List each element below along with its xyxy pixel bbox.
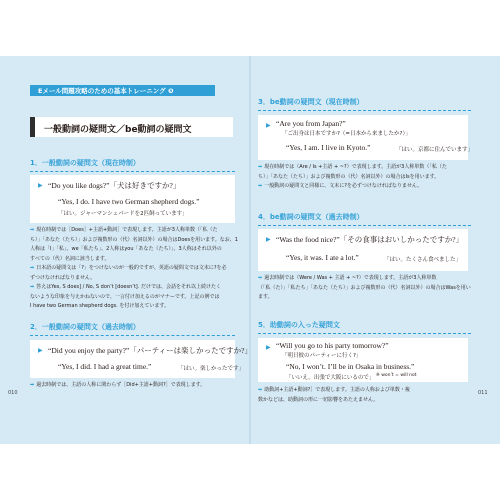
section-5-answer-ja: 「いいえ。出張で大阪にいるので」 xyxy=(286,375,375,381)
section-1-title: 1．一般動詞の疑問文（現在時制） xyxy=(30,159,140,167)
arrow-icon: ➡ xyxy=(30,265,35,271)
section-4-answer-ja: 「はい。たくさん食べました」 xyxy=(384,257,462,263)
section-5-rule xyxy=(258,333,471,334)
section-2-example-card xyxy=(30,340,252,378)
section-3-rule xyxy=(258,110,471,111)
section-5-answer-footnote: ※ won’t = will not xyxy=(376,373,417,378)
question-mark-icon: ▶ xyxy=(266,122,271,129)
arrow-icon: ➡ xyxy=(258,183,263,189)
page-number-right: 011 xyxy=(478,390,488,396)
note-line: ち）」「あなた（たち）」および複数形の（代）名詞以外）の場合はIsを用います。 xyxy=(258,173,440,180)
section-2-rule xyxy=(30,335,235,336)
section-4-notes xyxy=(258,274,474,303)
section-3-example-card xyxy=(258,115,474,160)
section-2-notes xyxy=(30,381,242,391)
section-5-question-ja: 「明日彼のパーティーに行く?」 xyxy=(282,353,362,359)
section-2-answer: “Yes, I did. I had a great time.” xyxy=(58,362,152,371)
section-5-notes xyxy=(258,386,474,405)
question-mark-icon: ▶ xyxy=(38,347,43,354)
note-line: ➡ 日本語の疑問文は「?」をつけないのが一般的ですが、英語の疑問文では文末に?を必 xyxy=(30,265,227,271)
question-mark-icon: ▶ xyxy=(266,236,271,243)
note-line: ➡ 現在時制では（Are / Is +主語 + ~?）で表現します。主語が3人称単数（「私（た xyxy=(258,164,447,170)
section-4-rule xyxy=(258,225,471,226)
section-1-example-card xyxy=(30,175,235,223)
note-line: ないような印象を与えかねないので、一言付け加えるのがマナーです。上記の例では xyxy=(30,293,220,300)
arrow-icon: ➡ xyxy=(258,164,263,170)
arrow-icon: ➡ xyxy=(30,227,35,233)
section-2-answer-ja: 「はい。楽しかったです」 xyxy=(178,366,245,372)
note-line: I have two German shepherd dogs. を付け加えています。 xyxy=(30,303,170,309)
section-3-answer-ja: 「はい。京都に住んでいます」 xyxy=(396,147,474,153)
question-mark-icon: ▶ xyxy=(266,344,271,351)
section-1-answer-ja: 「はい。ジャーマンシェパードを2匹飼っています」 xyxy=(58,211,188,217)
note-line: ます。 xyxy=(258,294,273,300)
section-5-title: 5．助動詞の入った疑問文 xyxy=(258,321,340,329)
section-4-answer: “Yes, it was. I ate a lot.” xyxy=(286,253,359,262)
note-line: ➡ 助動詞+主語+動詞?］で表現します。主語の人称および単数・複 xyxy=(258,387,410,393)
arrow-icon: ➡ xyxy=(258,275,263,281)
note-line: （「私（た）」「私たち」「あなた（たち）」および複数形の（代）名詞以外）の場合はWasを用い xyxy=(258,284,471,291)
section-1-rule xyxy=(30,171,235,172)
section-3-question-ja: 「ご出身は日本ですか?（=日本から来ましたか?）」 xyxy=(282,131,411,137)
section-4-title: 4．be動詞の疑問文（過去時制） xyxy=(258,213,364,221)
note-line: すべての（代）名詞に該当します。 xyxy=(30,255,110,262)
note-line: ➡ 過去時制では、主語の人称に関わらず［Did+主語+動詞?］で表現します。 xyxy=(30,382,206,388)
section-5-question: “Will you go to his party tomorrow?” xyxy=(276,341,389,350)
question-mark-icon: ▶ xyxy=(38,182,43,189)
note-line: 人称は「I」「私」、we「私たち」、2人称はyou「あなた（たち）」、3人称はそれ以外の xyxy=(30,246,222,252)
section-4-example-card xyxy=(258,229,468,271)
page-number-left: 010 xyxy=(8,390,18,396)
section-3-notes xyxy=(258,163,474,192)
note-line: ➡ 現在時制では［Does］+主語+動詞］で表現します。主語が3人称単数（「私（た xyxy=(30,227,218,233)
note-line: ➡ 過去時制では（Were / Was + 主語 + ~?）で表現します。主語が3人称単数 xyxy=(258,275,437,281)
section-3-answer: “Yes, I am. I live in Kyoto.” xyxy=(286,143,371,152)
section-5-example-card xyxy=(258,338,468,382)
section-3-question: “Are you from Japan?” xyxy=(276,119,346,128)
note-line: ち）」「あなた（たち）」および複数形の（代）名詞以外）の場合はDoesを用います。なお、1 xyxy=(30,236,238,243)
section-2-title: 2．一般動詞の疑問文（過去時制） xyxy=(30,323,140,331)
section-1-answer: “Yes, I do. I have two German shepherd dogs.” xyxy=(58,197,200,206)
gutter xyxy=(249,56,251,444)
note-line: ➡ 一般動詞の疑問文と同様に、文末に?を必ずつけなければなりません。 xyxy=(258,183,423,189)
section-4-question: “Was the food nice?”「その食事はおいしかったですか?」 xyxy=(276,235,464,244)
section-3-title: 3．be動詞の疑問文（現在時制） xyxy=(258,98,364,106)
arrow-icon: ➡ xyxy=(30,382,35,388)
section-1-question: “Do you like dogs?”「犬は好きですか?」 xyxy=(48,181,181,190)
arrow-icon: ➡ xyxy=(30,284,35,290)
chapter-header: Eメール問題攻略のための基本トレーニング ❺ xyxy=(38,87,174,95)
arrow-icon: ➡ xyxy=(258,387,263,393)
section-5-answer: “No, I won’t. I’ll be in Osaka in business.” xyxy=(286,362,415,371)
note-line: ずつけなければなりません。 xyxy=(30,274,96,281)
section-2-question: “Did you enjoy the party?”「パーティーは楽しかったですか?」 xyxy=(48,346,252,355)
note-line: 数かなどは、助動詞の形に一切影響をあたえません。 xyxy=(258,396,379,403)
page-title: 一般動詞の疑問文／be動詞の疑問文 xyxy=(44,125,192,135)
section-1-notes xyxy=(30,226,242,312)
note-line: ➡ 答えはYes, S does] / No, S don’t [doesn’t]. だけでは、会話をそれ以上続けたく xyxy=(30,284,221,290)
